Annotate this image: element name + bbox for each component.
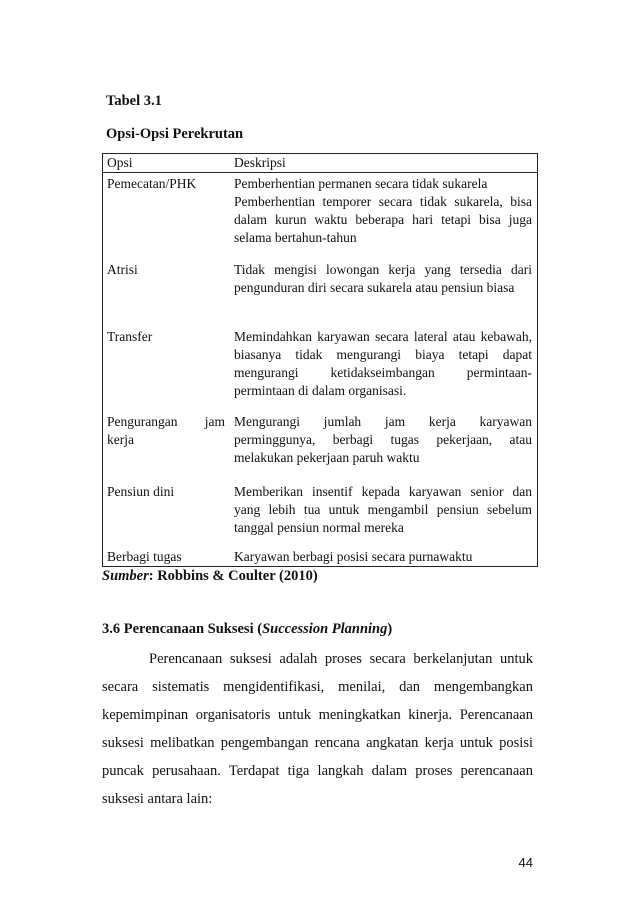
- table-row-option: Transfer: [107, 329, 153, 344]
- section-heading-prefix: 3.6 Perencanaan Suksesi (: [102, 621, 263, 637]
- table-title: Opsi-Opsi Perekrutan: [106, 126, 244, 142]
- table-row-description: Mengurangi jumlah jam kerja karyawan perminggunya, berbagi tugas pekerjaan, atau melakukan pekerjaan paruh waktu: [234, 414, 532, 465]
- table-source: [102, 568, 318, 585]
- table-row-option: Pemecatan/PHK: [107, 176, 197, 191]
- table-row-option: Berbagi tugas: [107, 549, 182, 564]
- page-number: 44: [518, 855, 533, 870]
- column-header-description: Deskripsi: [234, 155, 286, 170]
- table-row-description: Tidak mengisi lowongan kerja yang tersedia dari pengunduran diri secara sukarela atau pensiun biasa: [234, 262, 532, 295]
- section-heading: [102, 621, 392, 638]
- table-row-option: Pengurangan jam kerja: [107, 414, 225, 447]
- table-label: Tabel 3.1: [106, 93, 162, 109]
- table-row-description: Pemberhentian permanen secara tidak sukarela: [234, 176, 488, 191]
- section-heading-suffix: ): [387, 621, 393, 637]
- table-row-option: Atrisi: [107, 262, 138, 277]
- source-label: Sumber: [102, 568, 149, 584]
- section-body: [102, 645, 533, 813]
- section-paragraph: Perencanaan suksesi adalah proses secara berkelanjutan untuk secara sistematis mengidentifikasi, menilai, dan mengembangkan kepemimpinan organisatoris untuk meningkatkan kinerja. Perencanaan suksesi melibatkan pengembangan rencana angkatan kerja untuk posisi puncak perusahaan. Terdapat tiga langkah dalam proses perencanaan suksesi antara lain:: [102, 651, 533, 807]
- recruitment-options-table: [102, 153, 538, 567]
- table-row-description: Memindahkan karyawan secara lateral atau kebawah, biasanya tidak mengurangi biaya tetapi dapat mengurangi ketidakseimbangan permintaan-permintaan di dalam organisasi.: [234, 329, 532, 398]
- source-text: : Robbins & Coulter (2010): [148, 568, 318, 584]
- table-row-description: Pemberhentian temporer secara tidak sukarela, bisa dalam kurun waktu beberapa hari tetapi bisa juga selama bertahun-tahun: [234, 194, 532, 245]
- table-row-description: Karyawan berbagi posisi secara purnawaktu: [234, 549, 473, 564]
- section-heading-italic: Succession Planning: [262, 621, 388, 637]
- header-divider: [103, 172, 537, 173]
- table-row-option: Pensiun dini: [107, 484, 175, 499]
- column-header-option: Opsi: [107, 155, 133, 170]
- table-row-description: Memberikan insentif kepada karyawan senior dan yang lebih tua untuk mengambil pensiun sebelum tanggal pensiun normal mereka: [234, 484, 532, 535]
